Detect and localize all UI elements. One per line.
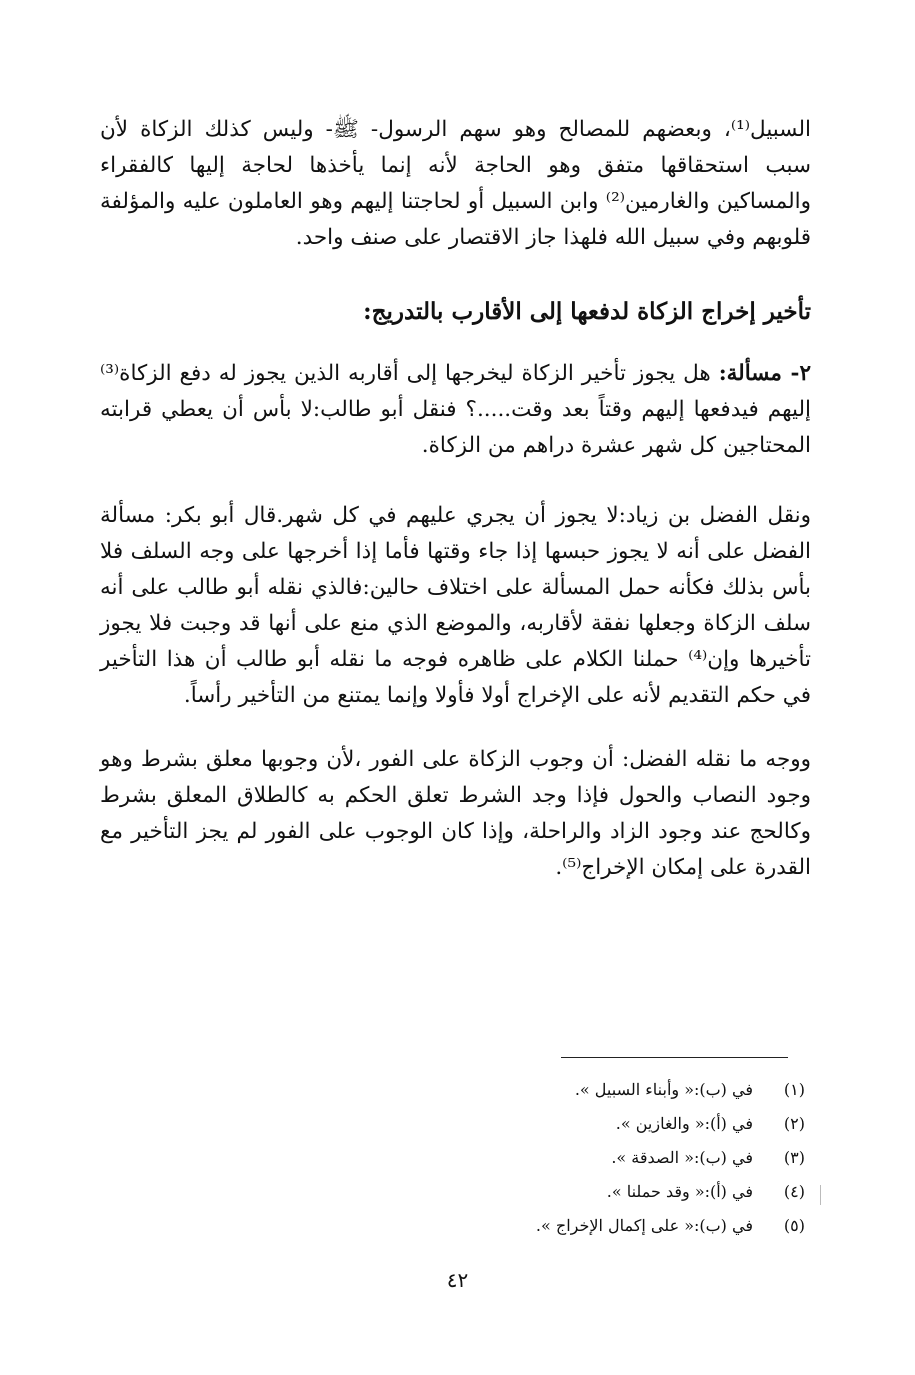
page-number: ٤٢ <box>446 1268 469 1292</box>
paragraph-2 <box>100 356 811 464</box>
footnote-number: (٤) <box>783 1182 805 1201</box>
footnote-text: في (أ):« وقد حملنا ». <box>606 1182 753 1201</box>
footnote-item <box>385 1209 805 1243</box>
footnote-item <box>385 1141 805 1175</box>
footnote-number: (١) <box>783 1080 805 1099</box>
margin-mark <box>820 1185 821 1205</box>
footnote-item <box>385 1107 805 1141</box>
footnote-text: في (ب):« على إكمال الإخراج ». <box>535 1216 753 1235</box>
footnote-text: في (أ):« والغازين ». <box>615 1114 753 1133</box>
issue-number-label: ٢- مسألة: <box>718 361 811 386</box>
footnote-text: في (ب):« الصدقة ». <box>611 1148 753 1167</box>
paragraph-2-body: هل يجوز تأخير الزكاة ليخرجها إلى أقاربه الذين يجوز له دفع الزكاة⁽³⁾ إليهم فيدفعها إليهم وقتاً بعد وقت.....؟ فنقل أبو طالب:لا بأس أن يعطي قرابته المحتاجين كل شهر عشرة دراهم من الزكاة. <box>100 361 811 458</box>
paragraph-3: ونقل الفضل بن زياد:لا يجوز أن يجري عليهم في كل شهر.قال أبو بكر: مسألة الفضل على أنه لا يجوز حبسها إذا جاء وقتها فأما إذا أخرجها على وجه السلف فلا بأس بذلك فكأنه حمل المسألة على اختلاف حالين:فالذي نقله أبو طالب على أنه سلف الزكاة وجعلها نفقة لأقاربه، والموضع الذي منع على أنها قد وجبت فلا يجوز تأخيرها وإن⁽⁴⁾ حملنا الكلام على ظاهره فوجه ما نقله أبو طالب أن هذا التأخير في حكم التقديم لأنه على الإخراج أولا فأولا وإنما يمتنع من التأخير رأساً. <box>100 503 811 708</box>
footnote-divider <box>561 1057 788 1058</box>
footnote-text: في (ب):« وأبناء السبيل ». <box>574 1080 753 1099</box>
footnote-number: (٣) <box>783 1148 805 1167</box>
footnote-item <box>385 1073 805 1107</box>
section-heading: تأخير إخراج الزكاة لدفعها إلى الأقارب بالتدريج: <box>363 298 811 325</box>
footnote-number: (٥) <box>783 1216 805 1235</box>
footnote-item <box>385 1175 805 1209</box>
paragraph-4: ووجه ما نقله الفضل: أن وجوب الزكاة على الفور ،لأن وجوبها معلق بشرط وهو وجود النصاب والحول فإذا وجد الشرط تعلق الحكم به كالطلاق المعلق بشرط وكالحج عند وجود الزاد والراحلة، وإذا كان الوجوب على الفور لم يجز التأخير مع القدرة على إمكان الإخراج⁽⁵⁾. <box>100 747 811 880</box>
footnotes-list <box>385 1073 805 1243</box>
paragraph-1: السبيل⁽¹⁾، وبعضهم للمصالح وهو سهم الرسول- ﷺ- وليس كذلك الزكاة لأن سبب استحقاقها متفق وهو الحاجة لأنه إنما يأخذها لحاجة إليها كالفقراء والمساكين والغارمين⁽²⁾ وابن السبيل أو لحاجتنا إليهم وهو العاملون عليه والمؤلفة قلوبهم وفي سبيل الله فلهذا جاز الاقتصار على صنف واحد. <box>100 117 811 250</box>
page-body <box>100 112 811 886</box>
footnote-number: (٢) <box>783 1114 805 1133</box>
